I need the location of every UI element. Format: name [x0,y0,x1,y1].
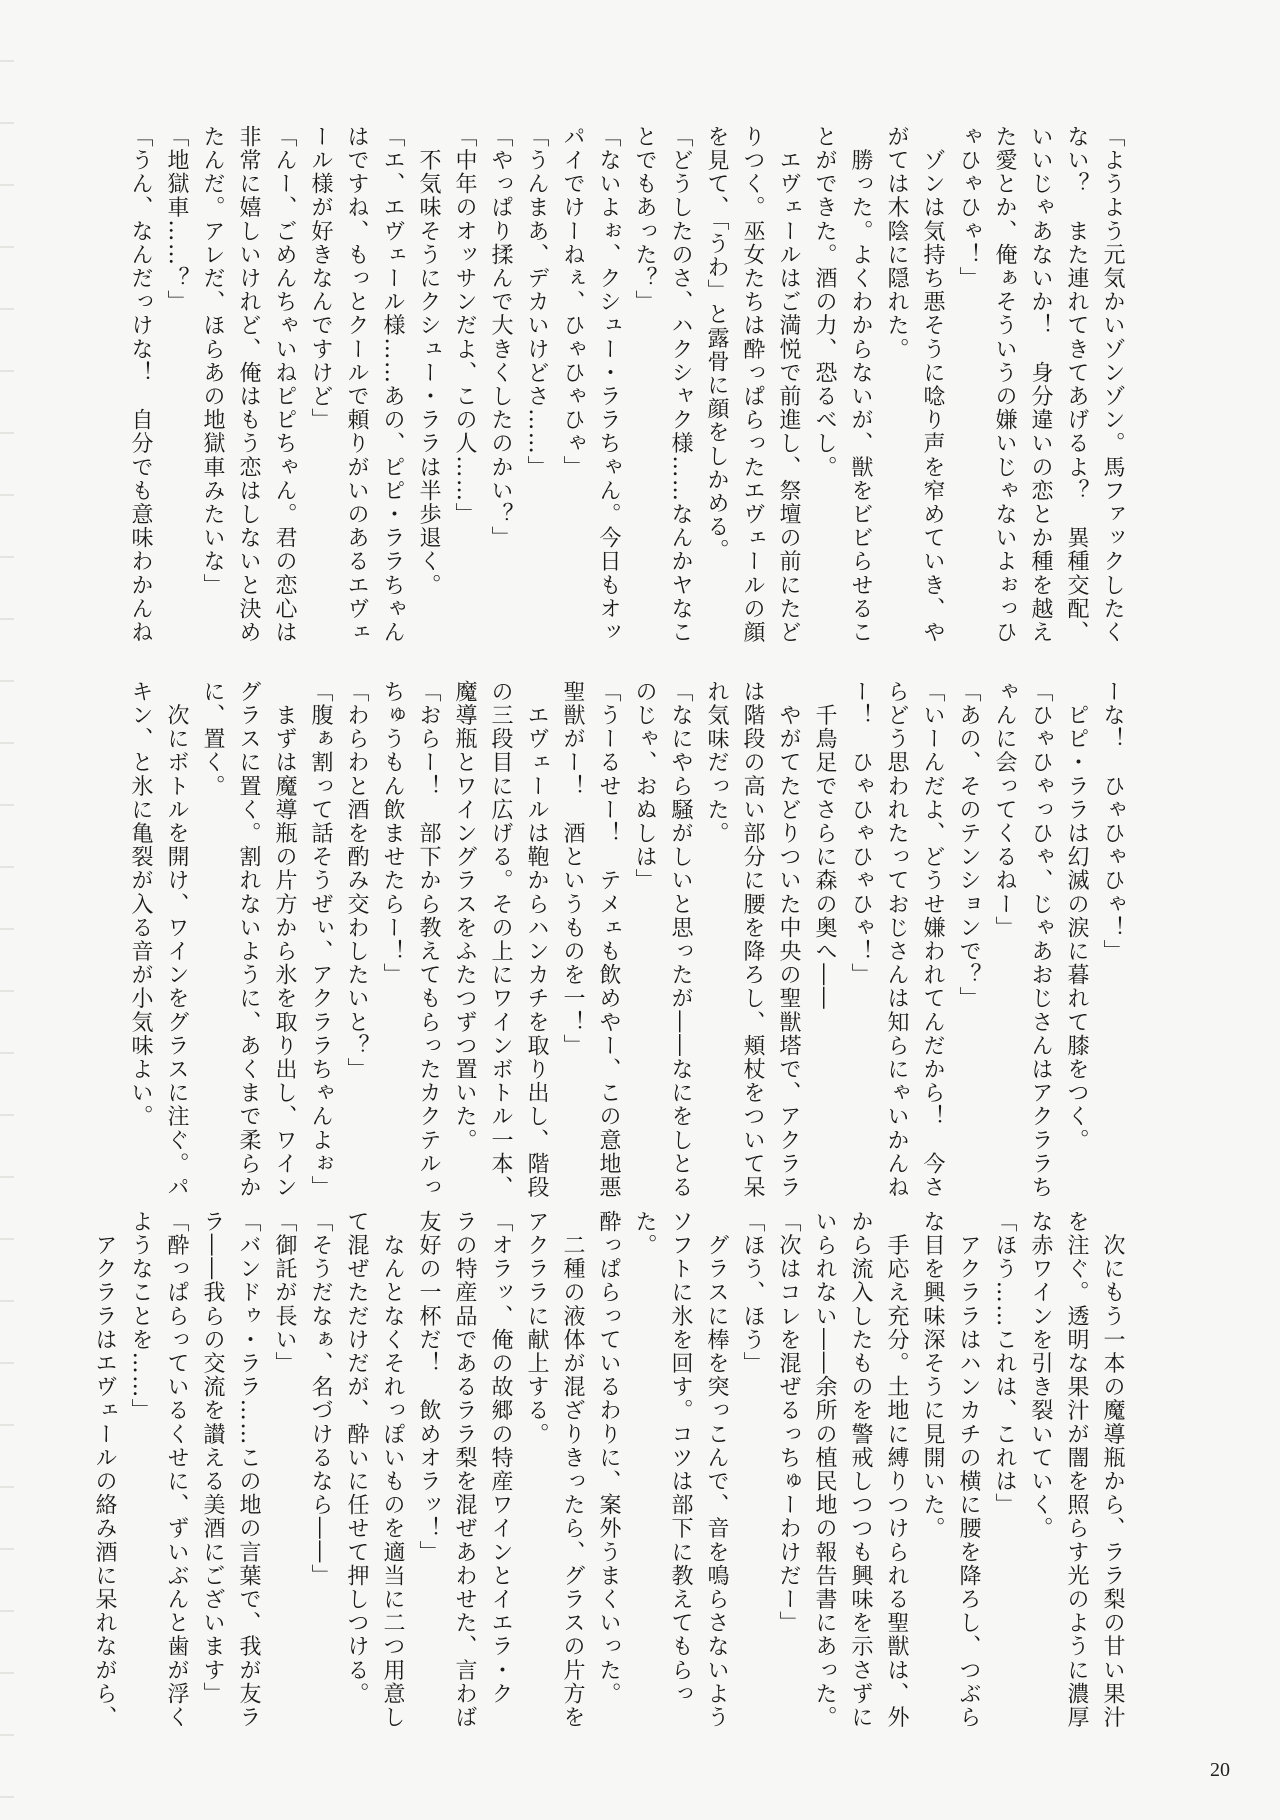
text-line: 友好の一杯だ！ 飲めオラッ！」 [416,1210,441,1564]
text-line: グラスに置く。割れないように、あくまで柔らか [236,680,261,1200]
text-line: ない？ また連れてきてあげるよ？ 異種交配、 [1064,125,1089,645]
text-line: を見て、「うわ」と露骨に顔をしかめる。 [704,125,729,563]
text-line: 「どうしたのさ、ハクシャク様……なんかヤなこ [668,125,693,645]
text-line: 「ほう……これは、これは」 [992,1210,1017,1517]
text-line: らどう思われたっておじさんは知らにゃいかんね [884,680,909,1200]
text-line: 「次はコレを混ぜるっちゅーわけだー」 [776,1210,801,1635]
text-line: のじゃ、おぬしは」 [632,680,657,893]
text-line: 二種の液体が混ざりきったら、グラスの片方を [560,1210,585,1730]
text-line: ゃひゃひゃ！」 [956,125,981,291]
text-line: ーな！ ひゃひゃひゃ！」 [1100,680,1125,964]
text-line: た愛とか、俺ぁそういうの嫌いじゃないよぉっひ [992,125,1017,645]
text-line: りつく。巫女たちは酔っぱらったエヴェールの顔 [740,125,765,645]
text-line: いられない――余所の植民地の報告書にあった。 [812,1210,837,1730]
text-line: エヴェールはご満悦で前進し、祭壇の前にたど [776,125,801,645]
text-tier-top [130,125,1130,645]
text-line: 「んー、ごめんちゃいねピピちゃん。君の恋心は [272,125,297,645]
text-line: まずは魔導瓶の片方から氷を取り出し、ワイン [272,680,297,1200]
text-line: 「あの、そのテンションで？」 [956,680,981,1011]
text-line: 「やっぱり揉んで大きくしたのかい？」 [488,125,513,550]
text-line: なんとなくそれっぽいものを適当に二つ用意し [380,1210,405,1730]
text-line: 「オラッ、俺の故郷の特産ワインとイエラ・ク [488,1210,513,1706]
text-line: 手応え充分。土地に縛りつけられる聖獣は、外 [884,1210,909,1730]
text-line: やがてたどりついた中央の聖獣塔で、アクララ [776,680,801,1200]
text-line: ゾンは気持ち悪そうに唸り声を窄めていき、や [920,125,945,645]
text-line: れ気味だった。 [704,680,729,846]
text-line: 「うん、なんだっけな！ 自分でも意味わかんね [128,125,153,645]
text-line: ようなことを……」 [128,1210,153,1423]
text-line: ゃんに会ってくるねー」 [992,680,1017,940]
text-line: 「ひゃひゃっひゃ、じゃあおじさんはアクララち [1028,680,1053,1200]
text-line: 「中年のオッサンだよ、この人……」 [452,125,477,527]
text-line: 千鳥足でさらに森の奥へ―― [812,680,837,1011]
text-line: とができた。酒の力、恐るべし。 [812,125,837,479]
text-line: 「うーるせー！ テメェも飲めやー、この意地悪 [596,680,621,1200]
text-line: アクララに献上する。 [524,1210,549,1446]
text-line: な目を興味深そうに見開いた。 [920,1210,945,1541]
text-line: ラ――我らの交流を讃える美酒にございます」 [200,1210,225,1706]
text-line: に、置く。 [200,680,225,798]
text-line: ール様が好きなんですけど」 [308,125,333,432]
text-line: 「酔っぱらっているくせに、ずいぶんと歯が浮く [164,1210,189,1730]
text-line: 非常に嬉しいけれど、俺はもう恋はしないと決め [236,125,261,645]
text-line: 「おらー！ 部下から教えてもらったカクテルっ [416,680,441,1200]
text-line: いいじゃあないか！ 身分違いの恋とか種を越え [1028,125,1053,645]
text-line: の三段目に広げる。その上にワインボトル一本、 [488,680,513,1200]
text-line: グラスに棒を突っこんで、音を鳴らさないよう [704,1210,729,1730]
page-edge-marks [0,0,14,1820]
text-line: たんだ。アレだ、ほらあの地獄車みたいな」 [200,125,225,597]
text-line: ピピ・ララは幻滅の涙に暮れて膝をつく。 [1064,680,1089,1152]
text-line: 聖獣がー！ 酒というものを一！」 [560,680,585,1058]
text-line: 次にボトルを開け、ワインをグラスに注ぐ。パ [164,680,189,1200]
text-line: アクララはエヴェールの絡み酒に呆れながら、 [92,1210,117,1730]
text-tier-bottom [92,1210,1130,1740]
page-number: 20 [1210,1759,1230,1781]
text-tier-middle [130,680,1130,1200]
text-line: を注ぐ。透明な果汁が闇を照らす光のように濃厚 [1064,1210,1089,1730]
text-line: ー！ ひゃひゃひゃひゃ！」 [848,680,873,987]
text-line: 「わらわと酒を酌み交わしたいと？」 [344,680,369,1082]
text-line: がては木陰に隠れた。 [884,125,909,361]
text-line: 「腹ぁ割って話そうぜぃ、アクララちゃんよぉ」 [308,680,333,1200]
text-line: 「御託が長い」 [272,1210,297,1376]
text-line: ソフトに氷を回す。コツは部下に教えてもらった。 [632,1210,693,1706]
text-line: 「ようよう元気かいゾンゾン。馬ファックしたく [1100,125,1125,645]
text-line: エヴェールは鞄からハンカチを取り出し、階段 [524,680,549,1200]
text-line: パイでけーねぇ、ひゃひゃひゃ」 [560,125,585,479]
text-line: 勝った。よくわからないが、獣をビビらせるこ [848,125,873,645]
text-line: て混ぜただけだが、酔いに任せて押しつける。 [344,1210,369,1706]
text-line: とでもあった？」 [632,125,657,314]
text-line: 「そうだなぁ、名づけるなら――」 [308,1210,333,1588]
text-line: 次にもう一本の魔導瓶から、ララ梨の甘い果汁 [1100,1210,1125,1730]
text-line: 不気味そうにクシュー・ララは半歩退く。 [416,125,441,597]
text-line: は階段の高い部分に腰を降ろし、頬杖をついて呆 [740,680,765,1200]
text-line: から流入したものを警戒しつつも興味を示さずに [848,1210,873,1730]
text-line: 「ほう、ほう」 [740,1210,765,1376]
text-line: 「エ、エヴェール様……あの、ピピ・ララちゃん [380,125,405,645]
text-line: 「ないよぉ、クシュー・ララちゃん。今日もオッ [596,125,621,645]
text-line: ラの特産品であるララ梨を混ぜあわせた、言わば [452,1210,477,1730]
text-line: 「いーんだよ、どうせ嫌われてんだから！ 今さ [920,680,945,1200]
text-line: な赤ワインを引き裂いていく。 [1028,1210,1053,1541]
text-line: 「なにやら騒がしいと思ったが――なにをしとる [668,680,693,1200]
text-line: 酔っぱらっているわりに、案外うまくいった。 [596,1210,621,1706]
text-line: 「うんまあ、デカいけどさ……」 [524,125,549,479]
text-line: 「バンドゥ・ララ……この地の言葉で、我が友ラ [236,1210,261,1730]
text-line: はですね、もっとクールで頼りがいのあるエヴェ [344,125,369,645]
text-line: ちゅうもん飲ませたらー！」 [380,680,405,987]
text-line: 「地獄車……？」 [164,125,189,314]
text-line: 魔導瓶とワイングラスをふたつずつ置いた。 [452,680,477,1152]
text-line: アクララはハンカチの横に腰を降ろし、つぶら [956,1210,981,1730]
text-line: キン、と氷に亀裂が入る音が小気味よい。 [128,680,153,1129]
